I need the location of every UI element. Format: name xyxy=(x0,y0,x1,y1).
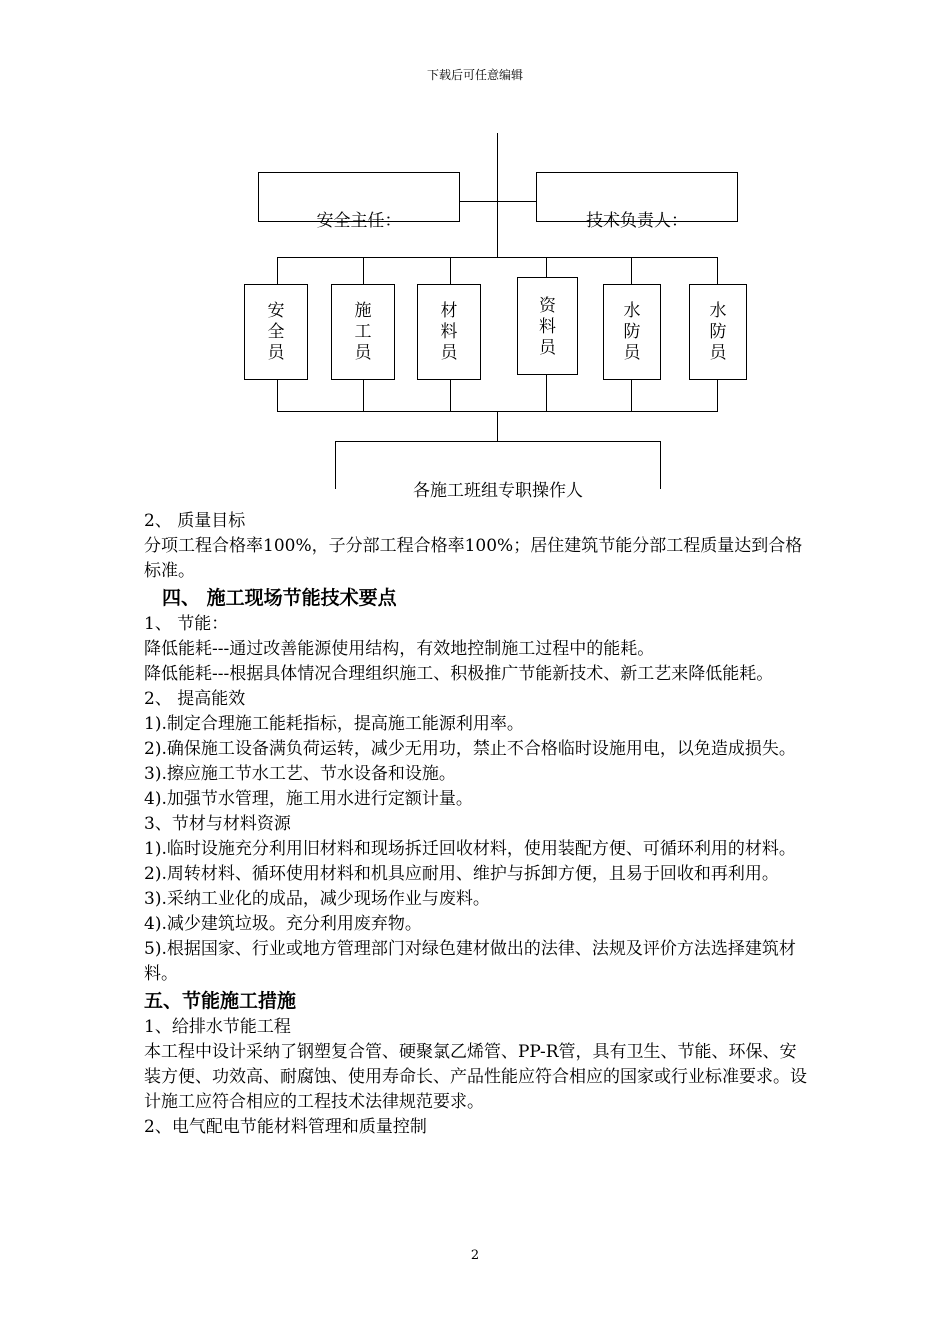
page-header: 下载后可任意编辑 xyxy=(426,68,523,82)
paragraph: 1、 节能： xyxy=(144,614,229,634)
paragraph: 1).制定合理施工能耗指标，提高施工能源利用率。 xyxy=(144,714,524,734)
staff-box-documents xyxy=(517,277,578,375)
paragraph: 3、节材与材料资源 xyxy=(144,814,291,834)
paragraph: 2、 提高能效 xyxy=(144,689,246,709)
paragraph: 分项工程合格率100%，子分部工程合格率100%；居住建筑节能分部工程质量达到合格标准。 xyxy=(144,536,803,581)
top-connector xyxy=(460,201,537,202)
staff-box-material xyxy=(417,284,481,380)
paragraph: 2).确保施工设备满负荷运转，减少无用功，禁止不合格临时设施用电，以免造成损失。 xyxy=(144,739,796,759)
staff-label: 安全员 xyxy=(267,301,285,363)
paragraph: 3).采纳工业化的成品，减少现场作业与废料。 xyxy=(144,889,490,909)
paragraph: 5).根据国家、行业或地方管理部门对绿色建材做出的法律、法规及评价方法选择建筑材料。 xyxy=(144,939,796,984)
rise-2 xyxy=(363,380,364,412)
section-heading: 四、 施工现场节能技术要点 xyxy=(162,587,397,609)
paragraph: 本工程中设计采纳了钢塑复合管、硬聚氯乙烯管、PP-R管，具有卫生、节能、环保、安装方便、功效高、耐腐蚀、使用寿命长、产品性能应符合相应的国家或行业标准要求。设计施工应符合相应的工程技术法律规范要求。 xyxy=(144,1042,807,1112)
org-chart xyxy=(0,0,950,500)
tech-lead-box xyxy=(536,172,738,231)
paragraph: 2、 质量目标 xyxy=(144,511,246,531)
paragraph: 3).擦应施工节水工艺、节水设备和设施。 xyxy=(144,764,456,784)
rise-1 xyxy=(277,380,278,412)
staff-label: 水防员 xyxy=(623,301,641,363)
drop-6 xyxy=(717,257,718,284)
document-body xyxy=(144,509,808,1140)
paragraph: 4).加强节水管理，施工用水进行定额计量。 xyxy=(144,789,473,809)
page-number: 2 xyxy=(470,1248,480,1263)
safety-director-box xyxy=(258,172,460,231)
staff-label: 水防员 xyxy=(709,301,727,363)
drop-1 xyxy=(277,257,278,284)
paragraph: 4).减少建筑垃圾。充分利用废弃物。 xyxy=(144,914,422,934)
drop-4 xyxy=(546,257,547,277)
rise-5 xyxy=(631,380,632,412)
drop-3 xyxy=(450,257,451,284)
staff-label: 资料员 xyxy=(539,296,556,358)
paragraph: 降低能耗---通过改善能源使用结构，有效地控制施工过程中的能耗。 xyxy=(144,639,655,659)
tech-lead-label: 技术负责人： xyxy=(586,211,688,231)
staff-label: 材料员 xyxy=(440,301,458,363)
staff-box-safety xyxy=(244,284,308,380)
safety-director-label: 安全主任： xyxy=(316,211,402,231)
paragraph: 2).周转材料、循环使用材料和机具应耐用、维护与拆卸方便，且易于回收和再利用。 xyxy=(144,864,779,884)
staff-box-waterproof-1 xyxy=(603,284,661,380)
section-heading: 五、节能施工措施 xyxy=(144,990,297,1012)
rise-3 xyxy=(450,380,451,412)
trunk-line xyxy=(497,133,498,257)
team-operators-label: 各施工班组专职操作人 xyxy=(413,481,583,501)
staff-label: 施工员 xyxy=(354,301,372,363)
paragraph: 2、电气配电节能材料管理和质量控制 xyxy=(144,1117,427,1137)
paragraph: 1).临时设施充分利用旧材料和现场拆迁回收材料，使用装配方便、可循环利用的材料。 xyxy=(144,839,796,859)
rise-4 xyxy=(546,375,547,412)
paragraph: 1、给排水节能工程 xyxy=(144,1017,291,1037)
team-operators-box xyxy=(335,441,661,501)
drop-5 xyxy=(631,257,632,284)
upper-bus xyxy=(277,257,718,258)
staff-box-construction xyxy=(331,284,395,380)
paragraph: 降低能耗---根据具体情况合理组织施工、积极推广节能新技术、新工艺来降低能耗。 xyxy=(144,664,774,684)
drop-2 xyxy=(363,257,364,284)
rise-6 xyxy=(717,380,718,412)
staff-box-waterproof-2 xyxy=(689,284,747,380)
lower-trunk xyxy=(497,411,498,441)
